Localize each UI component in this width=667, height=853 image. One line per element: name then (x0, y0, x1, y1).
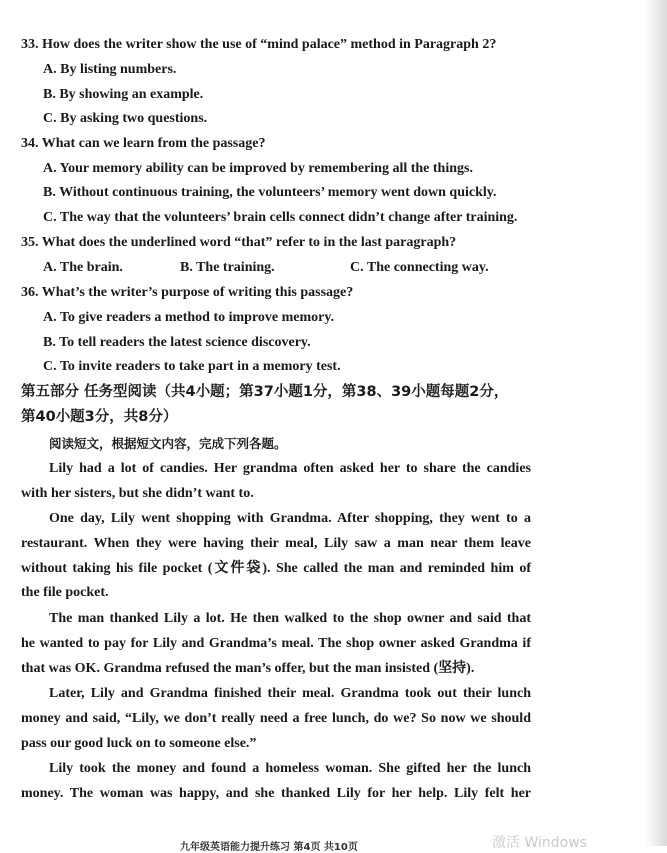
section-heading-line-2: 第40小题3分，共8分） (21, 409, 178, 425)
question-33-option-c: C. By asking two questions. (43, 111, 208, 126)
question-36-option-c: C. To invite readers to take part in a memory test. (43, 359, 341, 374)
passage-p3-line-2: he wanted to pay for Lily and Grandma’s meal. The shop owner asked Grandma if (21, 636, 531, 651)
question-34-option-a: A. Your memory ability can be improved by remembering all the things. (43, 161, 473, 176)
passage-p4-line-2: money and said, “Lily, we don’t really need a free lunch, do we? So now we should (21, 711, 531, 726)
question-36-stem: 36. What’s the writer’s purpose of writing this passage? (21, 285, 354, 300)
passage-p5-line-1: Lily took the money and found a homeless woman. She gifted her the lunch (49, 761, 531, 776)
question-35-option-c: C. The connecting way. (350, 260, 489, 275)
passage-p2-line-2: restaurant. When they were having their meal, Lily saw a man near them leave (21, 536, 531, 551)
question-36-option-a: A. To give readers a method to improve memory. (43, 310, 335, 325)
passage-p4-line-1: Later, Lily and Grandma finished their meal. Grandma took out their lunch (49, 686, 531, 701)
question-35-option-a: A. The brain. (43, 260, 123, 275)
section-instruction: 阅读短文，根据短文内容，完成下列各题。 (49, 436, 287, 451)
passage-p3-line-1: The man thanked Lily a lot. He then walked to the shop owner and said that (49, 611, 531, 626)
passage-p4-line-3: pass our good luck on to someone else.” (21, 736, 257, 751)
question-36-option-b: B. To tell readers the latest science discovery. (43, 335, 311, 350)
question-35-options-row (0, 259, 640, 277)
passage-p5-line-2: money. The woman was happy, and she thanked Lily for her help. Lily felt her (21, 786, 531, 801)
section-heading-line-1: 第五部分 任务型阅读（共4小题；第37小题1分，第38、39小题每题2分， (21, 384, 509, 400)
question-35-stem: 35. What does the underlined word “that” refer to in the last paragraph? (21, 235, 457, 250)
passage-p2-line-1: One day, Lily went shopping with Grandma. After shopping, they went to a (49, 511, 531, 526)
passage-p3-line-3: that was OK. Grandma refused the man’s offer, but the man insisted (坚持). (21, 661, 475, 676)
passage-p2-line-4: the file pocket. (21, 585, 109, 600)
page-edge-shadow (645, 0, 667, 846)
passage-p1-line-1: Lily had a lot of candies. Her grandma often asked her to share the candies (49, 461, 531, 476)
os-activation-watermark: 激活 Windows (492, 835, 587, 851)
question-34-option-b: B. Without continuous training, the volunteers’ memory went down quickly. (43, 185, 497, 200)
passage-p1-line-2: with her sisters, but she didn’t want to. (21, 486, 254, 501)
question-33-stem: 33. How does the writer show the use of “mind palace” method in Paragraph 2? (21, 37, 497, 52)
question-35-option-b: B. The training. (180, 260, 275, 275)
page-footer: 九年级英语能力提升练习 第4页 共10页 (180, 842, 358, 853)
question-33-option-b: B. By showing an example. (43, 87, 204, 102)
passage-p2-line-3: without taking his file pocket (文件袋). She called the man and reminded him of (21, 561, 531, 576)
question-33-option-a: A. By listing numbers. (43, 62, 177, 77)
question-34-option-c: C. The way that the volunteers’ brain cells connect didn’t change after training. (43, 210, 518, 225)
question-34-stem: 34. What can we learn from the passage? (21, 136, 266, 151)
